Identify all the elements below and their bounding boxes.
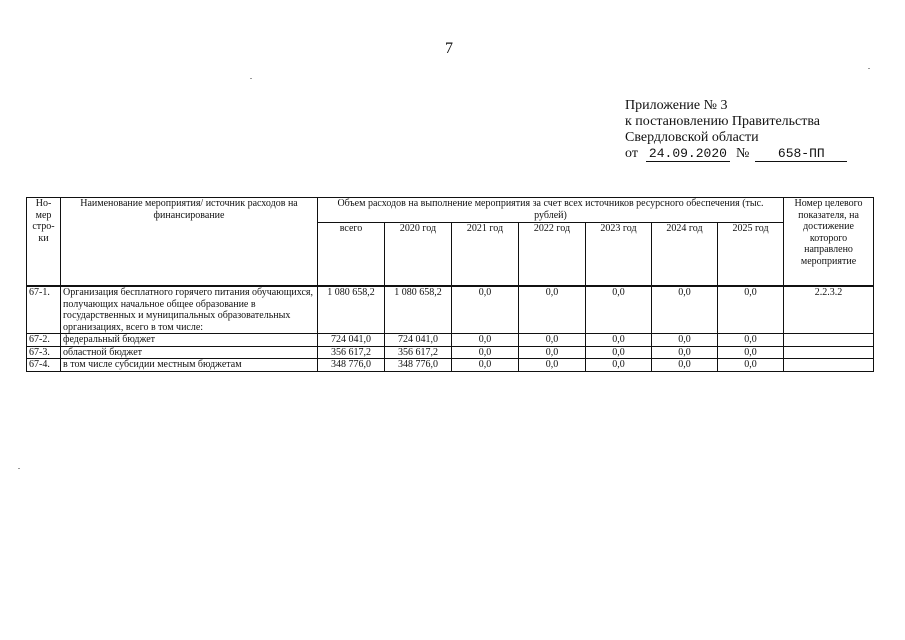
page-number: 7	[445, 40, 453, 57]
header-target-indicator: Номер целевого показателя, на достижение которого направлено мероприятие	[784, 198, 874, 287]
header-row-1	[27, 198, 874, 223]
scan-speck	[250, 78, 252, 79]
value-2020: 724 041,0	[385, 334, 452, 347]
value-2023: 0,0	[586, 346, 652, 359]
header-measure-name: Наименование мероприятия/ источник расходов на финансирование	[61, 198, 318, 287]
from-label: от	[625, 146, 638, 161]
target-indicator: 2.2.3.2	[784, 286, 874, 334]
value-2025: 0,0	[718, 346, 784, 359]
value-2024: 0,0	[652, 346, 718, 359]
scan-speck	[18, 468, 20, 469]
value-total: 356 617,2	[318, 346, 385, 359]
header-year-2025: 2025 год	[718, 223, 784, 287]
appendix-resolution: к постановлению Правительства	[625, 114, 821, 129]
value-total: 348 776,0	[318, 359, 385, 372]
value-2020: 348 776,0	[385, 359, 452, 372]
measure-name: федеральный бюджет	[61, 334, 318, 347]
header-year-2023: 2023 год	[586, 223, 652, 287]
value-2022: 0,0	[519, 359, 586, 372]
row-number: 67-1.	[27, 286, 61, 334]
appendix-reference	[625, 146, 855, 162]
resolution-number: 658-ПП	[755, 147, 847, 162]
header-year-2022: 2022 год	[519, 223, 586, 287]
value-2021: 0,0	[452, 334, 519, 347]
value-2022: 0,0	[519, 346, 586, 359]
value-2021: 0,0	[452, 286, 519, 334]
appendix-title: Приложение № 3	[625, 98, 728, 113]
value-2024: 0,0	[652, 334, 718, 347]
measure-name: в том числе субсидии местным бюджетам	[61, 359, 318, 372]
table-row	[27, 359, 874, 372]
table-row	[27, 286, 874, 334]
measure-name: Организация бесплатного горячего питания обучающихся, получающих начальное общее образование в государственных и муниципальных образовательных организациях, всего в том числе:	[61, 286, 318, 334]
value-2021: 0,0	[452, 359, 519, 372]
value-2024: 0,0	[652, 286, 718, 334]
number-label: №	[735, 146, 750, 161]
value-2021: 0,0	[452, 346, 519, 359]
appendix-header	[625, 98, 855, 162]
value-2025: 0,0	[718, 359, 784, 372]
value-2020: 1 080 658,2	[385, 286, 452, 334]
value-2024: 0,0	[652, 359, 718, 372]
header-row-number: Но-мер стро-ки	[27, 198, 61, 287]
scan-speck	[868, 68, 870, 69]
value-2023: 0,0	[586, 359, 652, 372]
resolution-date: 24.09.2020	[646, 147, 730, 162]
value-2022: 0,0	[519, 286, 586, 334]
value-2025: 0,0	[718, 334, 784, 347]
target-indicator	[784, 359, 874, 372]
target-indicator	[784, 346, 874, 359]
header-total: всего	[318, 223, 385, 287]
header-volume: Объем расходов на выполнение мероприятия за счет всех источников ресурсного обеспечения (тыс. рублей)	[318, 198, 784, 223]
appendix-region: Свердловской области	[625, 130, 759, 145]
row-number: 67-4.	[27, 359, 61, 372]
row-number: 67-3.	[27, 346, 61, 359]
value-2022: 0,0	[519, 334, 586, 347]
table-row	[27, 334, 874, 347]
measures-table	[26, 197, 874, 372]
value-total: 1 080 658,2	[318, 286, 385, 334]
value-2023: 0,0	[586, 334, 652, 347]
header-year-2021: 2021 год	[452, 223, 519, 287]
value-2020: 356 617,2	[385, 346, 452, 359]
table-row	[27, 346, 874, 359]
row-number: 67-2.	[27, 334, 61, 347]
header-year-2024: 2024 год	[652, 223, 718, 287]
value-2023: 0,0	[586, 286, 652, 334]
target-indicator	[784, 334, 874, 347]
value-total: 724 041,0	[318, 334, 385, 347]
value-2025: 0,0	[718, 286, 784, 334]
header-year-2020: 2020 год	[385, 223, 452, 287]
measure-name: областной бюджет	[61, 346, 318, 359]
